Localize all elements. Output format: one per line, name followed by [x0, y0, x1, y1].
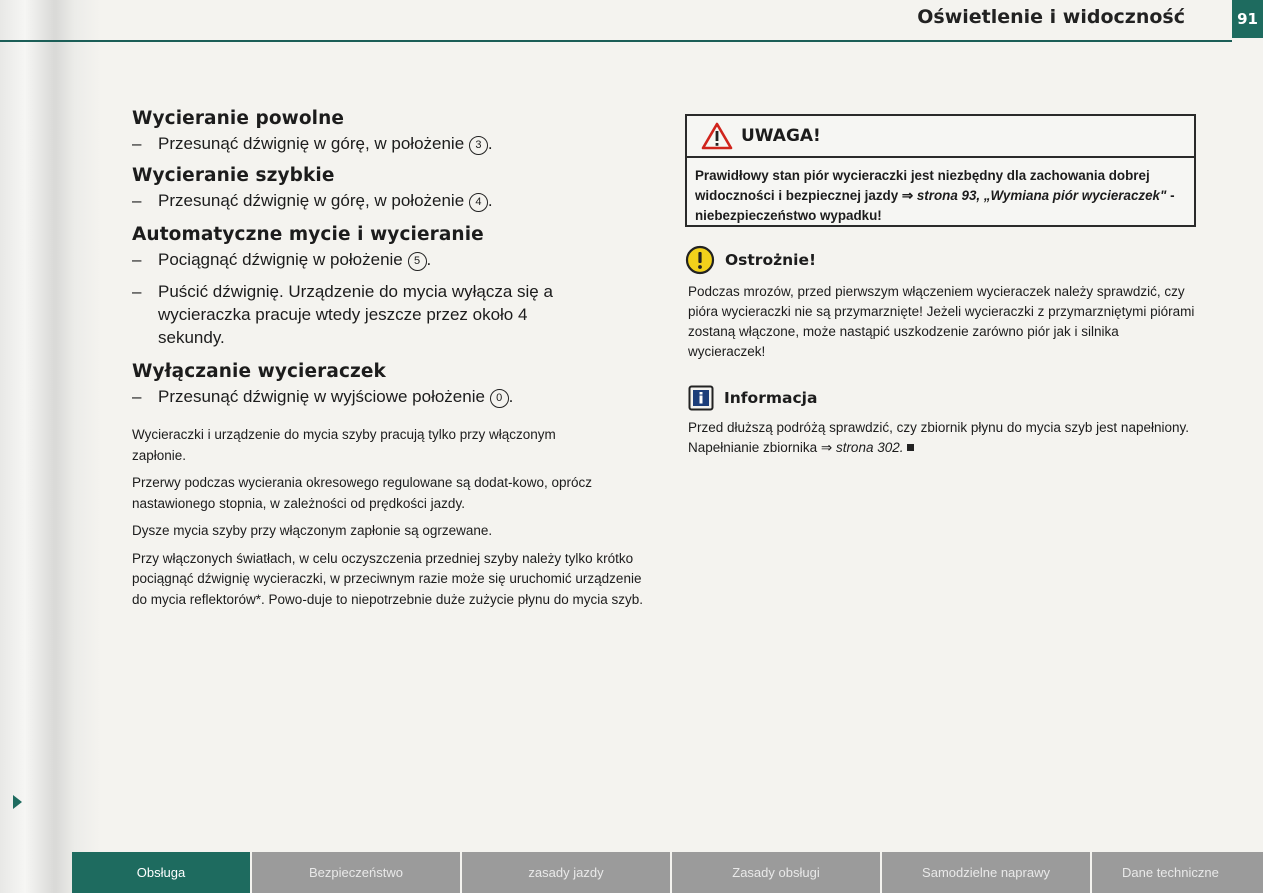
warning-box — [685, 114, 1196, 227]
tab-obsluga[interactable]: Obsługa — [72, 852, 250, 893]
tab-zasady-jazdy[interactable]: zasady jazdy — [460, 852, 670, 893]
section-heading: Wyłączanie wycieraczek — [132, 361, 386, 382]
position-mark-icon: 3 — [469, 136, 488, 155]
section-heading: Wycieranie szybkie — [132, 165, 335, 186]
tab-bezpieczenstwo[interactable]: Bezpieczeństwo — [250, 852, 460, 893]
tab-zasady-obslugi[interactable]: Zasady obsługi — [670, 852, 880, 893]
note-paragraph: Przy włączonych światłach, w celu oczyszczenia przedniej szyby należy tylko krótko pociągnąć dźwignię wycieraczki, w przeciwnym razie może się uruchomić urządzenie do mycia reflektorów*. Powo-duje to niepotrzebnie duże zużycie płynu do mycia szyb. — [132, 550, 644, 607]
section-heading: Automatyczne mycie i wycieranie — [132, 224, 484, 245]
caution-exclamation-icon — [685, 245, 715, 275]
section-turn-off — [132, 361, 652, 408]
info-title: Informacja — [724, 389, 818, 407]
left-column — [132, 108, 652, 617]
note-paragraph: Dysze mycia szyby przy włączonym zapłonie są ogrzewane. — [132, 523, 493, 538]
caution-text: Podczas mrozów, przed pierwszym włączeniem wycieraczek należy sprawdzić, czy pióra wycieraczki nie są przymarznięte! Jeżeli wycieraczki z przymarzniętymi piórami zostaną włączone, może nastąpić uszkodzenie zarówno piór jak i silnika wycieraczek! — [688, 284, 1195, 359]
caution-header — [685, 245, 816, 275]
instruction-step: – Przesunąć dźwignię w górę, w położenie 4 . — [132, 191, 493, 210]
note-paragraph: Przerwy podczas wycierania okresowego regulowane są dodat-kowo, oprócz nastawionego stopnia, w zależności od prędkości jazdy. — [132, 475, 592, 511]
end-mark-icon — [907, 444, 914, 451]
position-mark-icon: 0 — [490, 389, 509, 408]
tab-dane-techniczne[interactable]: Dane techniczne — [1090, 852, 1263, 893]
note-paragraph: Wycieraczki i urządzenie do mycia szyby pracują tylko przy włączonym zapłonie. — [132, 427, 556, 463]
caution-title: Ostrożnie! — [725, 251, 817, 269]
section-heading: Wycieranie powolne — [132, 108, 345, 129]
warning-triangle-icon — [701, 122, 733, 150]
header-rule — [0, 40, 1232, 42]
position-mark-icon: 4 — [469, 193, 488, 212]
instruction-step: – Puścić dźwignię. Urządzenie do mycia wyłącza się a wycieraczka pracuje wtedy jeszcze przez około 4 sekundy. — [132, 282, 553, 347]
section-fast-wiping — [132, 165, 652, 212]
page-reference-link[interactable]: strona 302. — [835, 440, 904, 455]
arrow-icon: ⇒ — [820, 440, 833, 455]
book-binding-shadow — [0, 0, 100, 893]
chapter-title: Oświetlenie i widoczność — [917, 6, 1185, 28]
warning-title: UWAGA! — [741, 126, 821, 146]
warning-text: Prawidłowy stan piór wycieraczki jest niezbędny dla zachowania dobrej widoczności i bezpiecznej jazdy ⇒ strona 93, „Wymiana piór wycieraczek" - niebezpieczeństwo wypadku! — [695, 168, 1175, 223]
position-mark-icon: 5 — [408, 252, 427, 271]
arrow-icon: ⇒ — [901, 188, 914, 203]
footer-chapter-tabs — [72, 852, 1263, 893]
info-header — [688, 385, 817, 411]
page-number: 91 — [1232, 0, 1263, 38]
info-icon — [688, 385, 714, 411]
section-slow-wiping — [132, 108, 652, 155]
info-text: Przed dłuższą podróżą sprawdzić, czy zbiornik płynu do mycia szyb jest napełniony. Napełnianie zbiornika ⇒ strona 302. — [688, 420, 1189, 455]
page-reference-link[interactable]: strona 93, „Wymiana piór wycieraczek" — [916, 188, 1167, 203]
instruction-step: – Przesunąć dźwignię w górę, w położenie 3 . — [132, 134, 493, 153]
page-turn-arrow-icon[interactable] — [13, 795, 22, 809]
instruction-step: – Pociągnąć dźwignię w położenie 5 . — [132, 250, 432, 269]
warning-header — [687, 116, 1194, 158]
tab-samodzielne-naprawy[interactable]: Samodzielne naprawy — [880, 852, 1090, 893]
instruction-step: – Przesunąć dźwignię w wyjściowe położenie 0 . — [132, 387, 514, 406]
section-auto-wash — [132, 224, 652, 349]
